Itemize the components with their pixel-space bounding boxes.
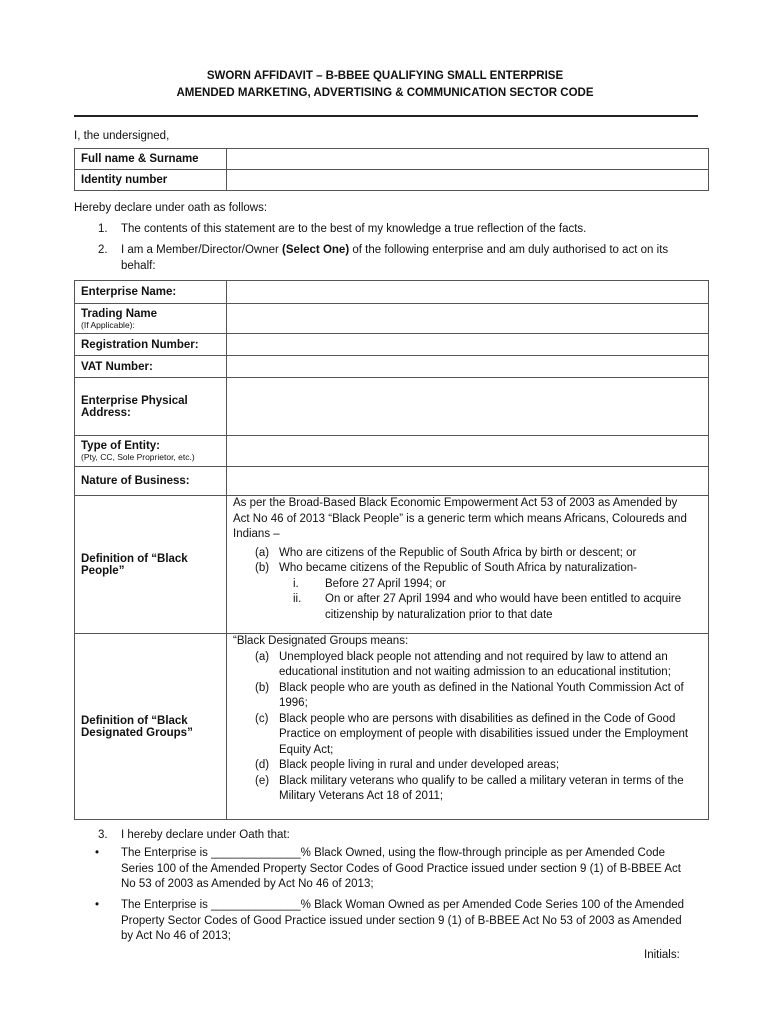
designated-groups-intro: “Black Designated Groups means:: [233, 635, 409, 647]
subitem-mark: ii.: [293, 593, 302, 605]
type-of-entity-note: (Pty, CC, Sole Proprietor, etc.): [81, 452, 195, 462]
item-text: educational institution and not waiting admission to an educational institution;: [279, 666, 671, 678]
designated-groups-item-line: [233, 789, 702, 805]
item-mark: (d): [255, 759, 270, 771]
item-mark: (b): [255, 562, 270, 574]
registration-number-field[interactable]: [227, 334, 709, 356]
black-people-subitem-ii: [233, 592, 702, 608]
physical-address-line1: Enterprise Physical: [81, 394, 188, 407]
identity-number-field[interactable]: [227, 170, 709, 191]
identity-table: [74, 148, 709, 191]
designated-groups-item-line: [233, 696, 702, 712]
black-people-definition: [227, 496, 709, 634]
oath-bullet-line: The Enterprise is ______________% Black Woman Owned as per Amended Code Series 100 of the Amended: [121, 899, 685, 911]
black-people-item-b: [233, 561, 702, 577]
declaration-1-text: The contents of this statement are to the best of my knowledge a true reflection of the facts.: [121, 223, 587, 235]
type-of-entity-label: [75, 436, 227, 467]
trading-name-field[interactable]: [227, 304, 709, 334]
designated-groups-item-line: [233, 665, 702, 681]
designated-groups-item-line: [233, 743, 702, 759]
designated-groups-item-line: [233, 727, 702, 743]
declaration-2-post: of the following enterprise and am duly authorised to act on its: [349, 244, 669, 256]
vat-number-field[interactable]: [227, 356, 709, 378]
item-text: Black people who are youth as defined in the National Youth Commission Act of: [279, 681, 684, 694]
oath-bullet-line: No 53 of 2003 as Amended by Act No 46 of 2013;: [121, 878, 374, 890]
designated-groups-item-line: [233, 650, 702, 666]
type-of-entity-text: Type of Entity:: [81, 440, 161, 452]
nature-of-business-field[interactable]: [227, 467, 709, 496]
black-people-label-line2: People”: [81, 564, 125, 577]
trading-name-note: (If Applicable):: [81, 319, 135, 330]
designated-groups-item-line: [233, 774, 702, 790]
enterprise-table: [74, 280, 709, 820]
vat-number-label: VAT Number:: [75, 356, 227, 378]
item-text: Practice on employment of people with disabilities issued under the Employment: [279, 728, 689, 740]
declaration-2-number: 2.: [98, 244, 108, 256]
trading-name-text: Trading Name: [81, 307, 158, 320]
item-text: Equity Act;: [279, 743, 334, 756]
item-mark: (e): [255, 774, 270, 787]
item-text: Unemployed black people not attending and not required by law to attend an: [279, 650, 668, 663]
oath-bullet-line: Series 100 of the Amended Property Sector Codes of Good Practice issued under section 9 (1) of B-BBEE Act: [121, 862, 681, 875]
declaration-2-select-one: (Select One): [282, 244, 350, 256]
nature-of-business-label: Nature of Business:: [75, 467, 227, 496]
declaration-2-text-line2: behalf:: [121, 260, 156, 272]
intro-text: I, the undersigned,: [74, 130, 170, 142]
enterprise-name-label: Enterprise Name:: [75, 281, 227, 304]
enterprise-name-field[interactable]: [227, 281, 709, 304]
black-people-label-line1: Definition of “Black: [81, 552, 188, 565]
item-mark: (b): [255, 681, 270, 694]
item-mark: (c): [255, 712, 269, 725]
designated-groups-item-line: [233, 681, 702, 697]
document-title-line2: AMENDED MARKETING, ADVERTISING & COMMUNICATION SECTOR CODE: [176, 87, 594, 99]
trading-name-label: [75, 304, 227, 334]
declaration-2-text: [121, 243, 668, 259]
declaration-3-text: I hereby declare under Oath that:: [121, 829, 290, 841]
declaration-2-pre: I am a Member/Director/Owner: [121, 244, 283, 256]
item-text: Black people living in rural and under developed areas;: [279, 759, 560, 771]
declaration-3-number: 3.: [98, 829, 108, 841]
item-text: Black people who are persons with disabilities as defined in the Code of Good: [279, 712, 676, 725]
item-mark: (a): [255, 546, 270, 559]
black-people-subitem-i: [233, 577, 702, 593]
identity-number-label: Identity number: [75, 170, 227, 191]
declare-intro: Hereby declare under oath as follows:: [74, 202, 268, 214]
black-people-subitem-ii-cont: citizenship by naturalization prior to that date: [325, 608, 553, 621]
declaration-1-number: 1.: [98, 223, 108, 235]
full-name-field[interactable]: [227, 149, 709, 170]
type-of-entity-field[interactable]: [227, 436, 709, 467]
item-text: Black military veterans who qualify to be called a military veteran in terms of the: [279, 774, 684, 787]
subitem-mark: i.: [293, 577, 299, 590]
designated-groups-definition: [227, 634, 709, 820]
full-name-label: Full name & Surname: [75, 149, 227, 170]
registration-number-label: Registration Number:: [75, 334, 227, 356]
designated-groups-item-line: [233, 758, 702, 774]
bullet-icon: •: [95, 899, 100, 911]
designated-groups-label-line1: Definition of “Black: [81, 714, 188, 727]
black-people-intro-line2: Act No 46 of 2013 “Black People” is a generic term which means Africans, Coloureds and: [233, 512, 687, 525]
document-title-line1: SWORN AFFIDAVIT – B-BBEE QUALIFYING SMALL ENTERPRISE: [206, 70, 564, 82]
item-text: Who are citizens of the Republic of South Africa by birth or descent; or: [279, 546, 637, 559]
black-people-item-a: [233, 546, 702, 562]
item-mark: (a): [255, 650, 270, 663]
subitem-text: On or after 27 April 1994 and who would have been entitled to acquire: [325, 593, 682, 605]
designated-groups-item-line: [233, 712, 702, 728]
black-people-label: [75, 496, 227, 634]
physical-address-line2: Address:: [81, 406, 131, 419]
designated-groups-label: [75, 634, 227, 820]
black-people-intro-line1: As per the Broad-Based Black Economic Empowerment Act 53 of 2003 as Amended by: [233, 497, 678, 509]
item-text: Who became citizens of the Republic of South Africa by naturalization-: [279, 562, 637, 574]
oath-bullet-line: The Enterprise is ______________% Black Owned, using the flow-through principle as per Amended Code: [121, 847, 666, 859]
designated-groups-label-line2: Designated Groups”: [81, 726, 193, 739]
physical-address-field[interactable]: [227, 378, 709, 436]
black-people-intro-line3: Indians –: [233, 528, 280, 540]
subitem-text: Before 27 April 1994; or: [325, 577, 446, 590]
item-text: 1996;: [279, 697, 308, 709]
bullet-icon: •: [95, 847, 100, 859]
physical-address-label: [75, 378, 227, 436]
item-text: Military Veterans Act 18 of 2011;: [279, 790, 444, 802]
initials-label: Initials:: [644, 949, 680, 961]
title-divider: [74, 115, 698, 117]
oath-bullet-line: by Act No 46 of 2013;: [121, 930, 231, 942]
oath-bullet-line: Property Sector Codes of Good Practice issued under section 9 (1) of B-BBEE Act No 53 of 2003 as Amended: [121, 914, 682, 927]
